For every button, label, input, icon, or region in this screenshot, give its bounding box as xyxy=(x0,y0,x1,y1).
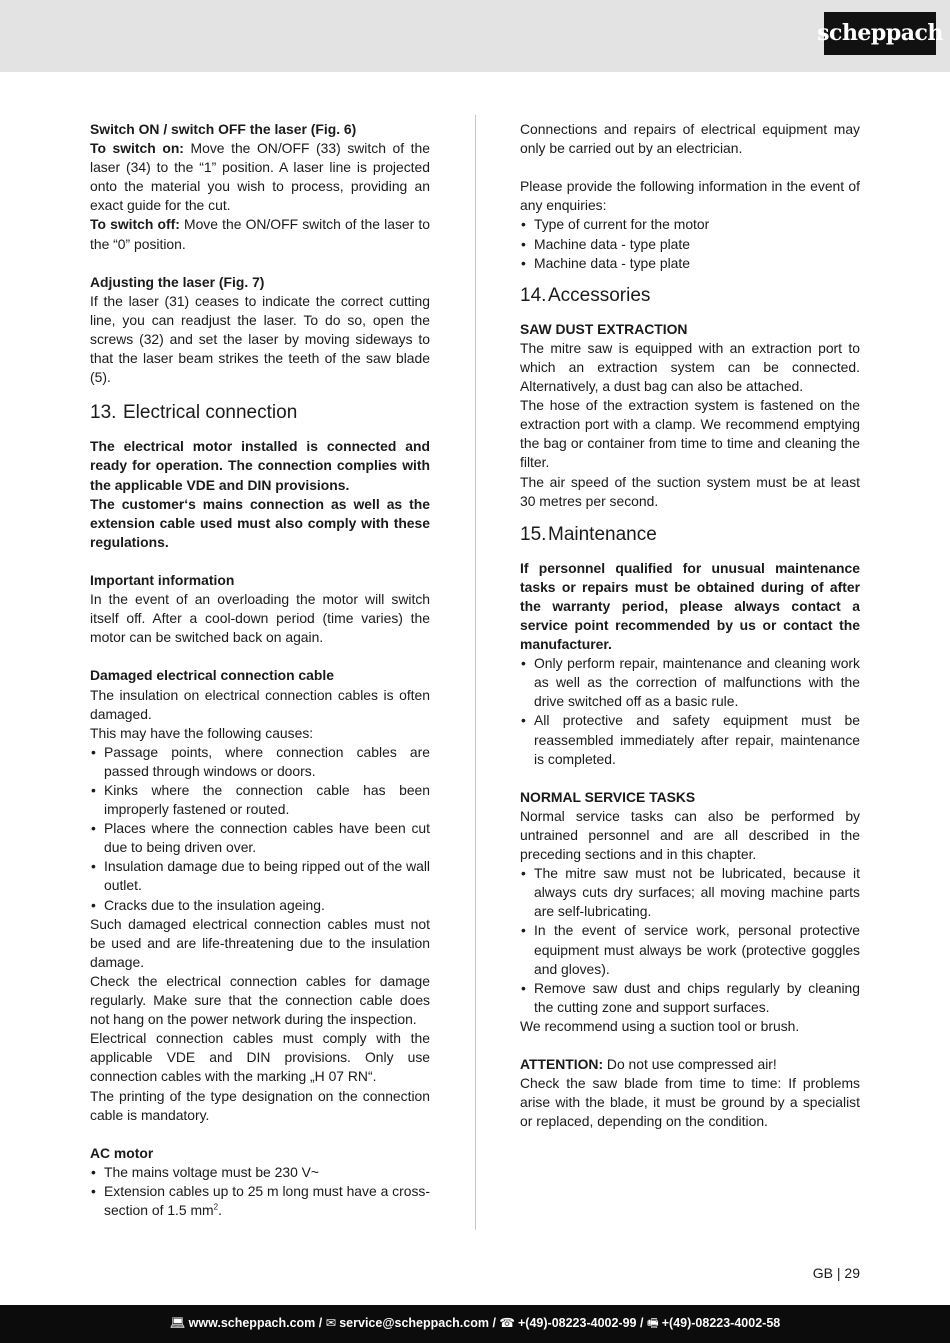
list-item: • Remove saw dust and chips regularly by cleaning the cutting zone and support surfaces. xyxy=(520,979,860,1017)
telephone-icon: ☎︎ xyxy=(499,1316,515,1331)
list-item: • Machine data - type plate xyxy=(520,254,860,273)
switch-off-text: Move the ON/OFF switch of the laser to the “0” position. xyxy=(90,216,430,252)
switch-on-label: To switch on: xyxy=(90,140,184,157)
list-item: • Kinks where the connection cable has been improperly fastened or routed. xyxy=(90,781,430,819)
section-13-number: 13. xyxy=(90,402,117,424)
recommend-text: We recommend using a suction tool or brush. xyxy=(520,1017,800,1034)
saw-dust-text-2: The hose of the extraction system is fastened on the extraction port with a clamp. We recommend emptying the bag or container from time to time and cleaning the filter. xyxy=(520,397,860,471)
connections-text: Connections and repairs of electrical equipment may only be carried out by an electrician. xyxy=(520,121,860,157)
ac-item-2-sup: 2 xyxy=(213,1202,219,1212)
list-item: • Places where the connection cables have been cut due to being driven over. xyxy=(90,819,430,857)
envelope-icon: ✉︎ xyxy=(325,1316,337,1331)
electrical-notice-1: The electrical motor installed is connected and ready for operation. The connection complies with the applicable VDE and DIN provisions. xyxy=(90,438,430,493)
email-link[interactable]: service@scheppach.com / xyxy=(339,1316,496,1331)
attention-text: Do not use compressed air! xyxy=(603,1056,777,1073)
ac-motor-heading: AC motor xyxy=(90,1144,154,1161)
damaged-cable-heading: Damaged electrical connection cable xyxy=(90,667,334,684)
section-14-title: Accessories xyxy=(548,284,651,306)
section-15-number: 15. xyxy=(520,523,547,545)
website-link[interactable]: www.scheppach.com / xyxy=(188,1316,323,1331)
section-15-title: Maintenance xyxy=(548,523,657,545)
list-item: • Insulation damage due to being ripped out of the wall outlet. xyxy=(90,857,430,895)
section-15-heading xyxy=(520,523,860,547)
laser-switch-on-paragraph xyxy=(90,139,430,215)
right-column xyxy=(520,120,860,1132)
section-13-title: Electrical connection xyxy=(123,402,298,424)
damaged-cable-text-3: Such damaged electrical connection cables must not be used and are life-threatening due to the insulation damage. xyxy=(90,915,430,970)
adjust-laser-heading: Adjusting the laser (Fig. 7) xyxy=(90,273,265,290)
fax-icon: 🖷︎ xyxy=(646,1316,659,1331)
section-14-heading xyxy=(520,284,860,308)
important-info-heading: Important information xyxy=(90,571,235,588)
saw-dust-text-3: The air speed of the suction system must be at least 30 metres per second. xyxy=(520,473,860,509)
list-item: • Cracks due to the insulation ageing. xyxy=(90,896,430,915)
saw-dust-text-1: The mitre saw is equipped with an extraction port to which an extraction system can be connected. Alternatively, a dust bag can also be attached. xyxy=(520,339,860,395)
ac-motor-list xyxy=(90,1163,430,1220)
phone-number: +(49)-08223-4002-99 / xyxy=(518,1316,644,1331)
ac-item-2-end: . xyxy=(218,1202,222,1219)
blade-check-text: Check the saw blade from time to time: If problems arise with the blade, it must be ground by a specialist or replaced, depending on the condition. xyxy=(520,1075,860,1130)
maintenance-notice: If personnel qualified for unusual maintenance tasks or repairs must be obtained during of after the warranty period, please always contact a service point recommended by us or contact the manufacturer. xyxy=(520,559,860,653)
enquiries-list xyxy=(520,215,860,272)
service-tasks-list xyxy=(520,864,860,1017)
page-number: GB | 29 xyxy=(812,1265,860,1281)
left-column xyxy=(90,120,430,1220)
ac-item-2-text: Extension cables up to 25 m long must have a cross-section of 1.5 mm xyxy=(104,1182,430,1219)
section-13-heading xyxy=(90,401,430,425)
laser-switch-off-paragraph xyxy=(90,215,430,253)
normal-service-heading: NORMAL SERVICE TASKS xyxy=(520,788,696,805)
attention-label: ATTENTION: xyxy=(520,1056,604,1073)
normal-service-text: Normal service tasks can also be performed by untrained personnel and are all described in the preceding sections and in this chapter. xyxy=(520,807,860,863)
fax-number: +(49)-08223-4002-58 xyxy=(661,1316,781,1331)
electrical-notice-2: The customer‘s mains connection as well as the extension cable used must also comply with these regulations. xyxy=(90,495,430,550)
cable-damage-causes-list xyxy=(90,743,430,915)
important-info-text: In the event of an overloading the motor will switch itself off. After a cool-down period (time varies) the motor can be switched back on again. xyxy=(90,591,430,646)
damaged-cable-text-1: The insulation on electrical connection cables is often damaged. xyxy=(90,686,430,722)
laser-switch-heading: Switch ON / switch OFF the laser (Fig. 6) xyxy=(90,121,357,137)
list-item: • Type of current for the motor xyxy=(520,215,860,234)
switch-off-label: To switch off: xyxy=(90,216,180,233)
damaged-cable-text-2: This may have the following causes: xyxy=(90,724,314,741)
damaged-cable-text-4: Check the electrical connection cables for damage regularly. Make sure that the connection cable does not hang on the power network during the inspection. xyxy=(90,972,430,1028)
header-band xyxy=(0,0,950,72)
list-item: • The mitre saw must not be lubricated, because it always cuts dry surfaces; all moving machine parts are self-lubricating. xyxy=(520,864,860,921)
saw-dust-heading: SAW DUST EXTRACTION xyxy=(520,320,688,337)
column-divider xyxy=(475,115,476,1230)
damaged-cable-text-6: The printing of the type designation on the connection cable is mandatory. xyxy=(90,1087,430,1123)
damaged-cable-text-5: Electrical connection cables must comply with the applicable VDE and DIN provisions. Only use connection cables with the marking „H 07 RN“. xyxy=(90,1030,430,1085)
attention-paragraph xyxy=(520,1055,860,1074)
switch-on-text: Move the ON/OFF (33) switch of the laser (34) to the “1” position. A laser line is projected onto the material you wish to process, providing an exact guide for the cut. xyxy=(90,140,430,214)
list-item: • All protective and safety equipment must be reassembled immediately after repair, maintenance is completed. xyxy=(520,711,860,768)
list-item: • Passage points, where connection cables are passed through windows or doors. xyxy=(90,743,430,781)
list-item: • The mains voltage must be 230 V~ xyxy=(90,1163,430,1182)
adjust-laser-text: If the laser (31) ceases to indicate the correct cutting line, you can readjust the laser. To do so, open the screws (32) and set the laser by moving sideways to that the laser beam strikes the teeth of the saw blade (5). xyxy=(90,292,430,386)
list-item: • Only perform repair, maintenance and cleaning work as well as the correction of malfunctions with the drive switched off as a basic rule. xyxy=(520,654,860,711)
list-item xyxy=(90,1182,430,1220)
list-item: • Machine data - type plate xyxy=(520,235,860,254)
enquiries-text: Please provide the following information in the event of any enquiries: xyxy=(520,178,860,214)
brand-logo: scheppach xyxy=(824,12,936,55)
contact-footer xyxy=(0,1305,950,1343)
maintenance-rules-list xyxy=(520,654,860,769)
list-item: • In the event of service work, personal protective equipment must always be work (protective goggles and gloves). xyxy=(520,921,860,978)
section-14-number: 14. xyxy=(520,284,547,306)
computer-icon: 💻︎ xyxy=(169,1316,186,1331)
